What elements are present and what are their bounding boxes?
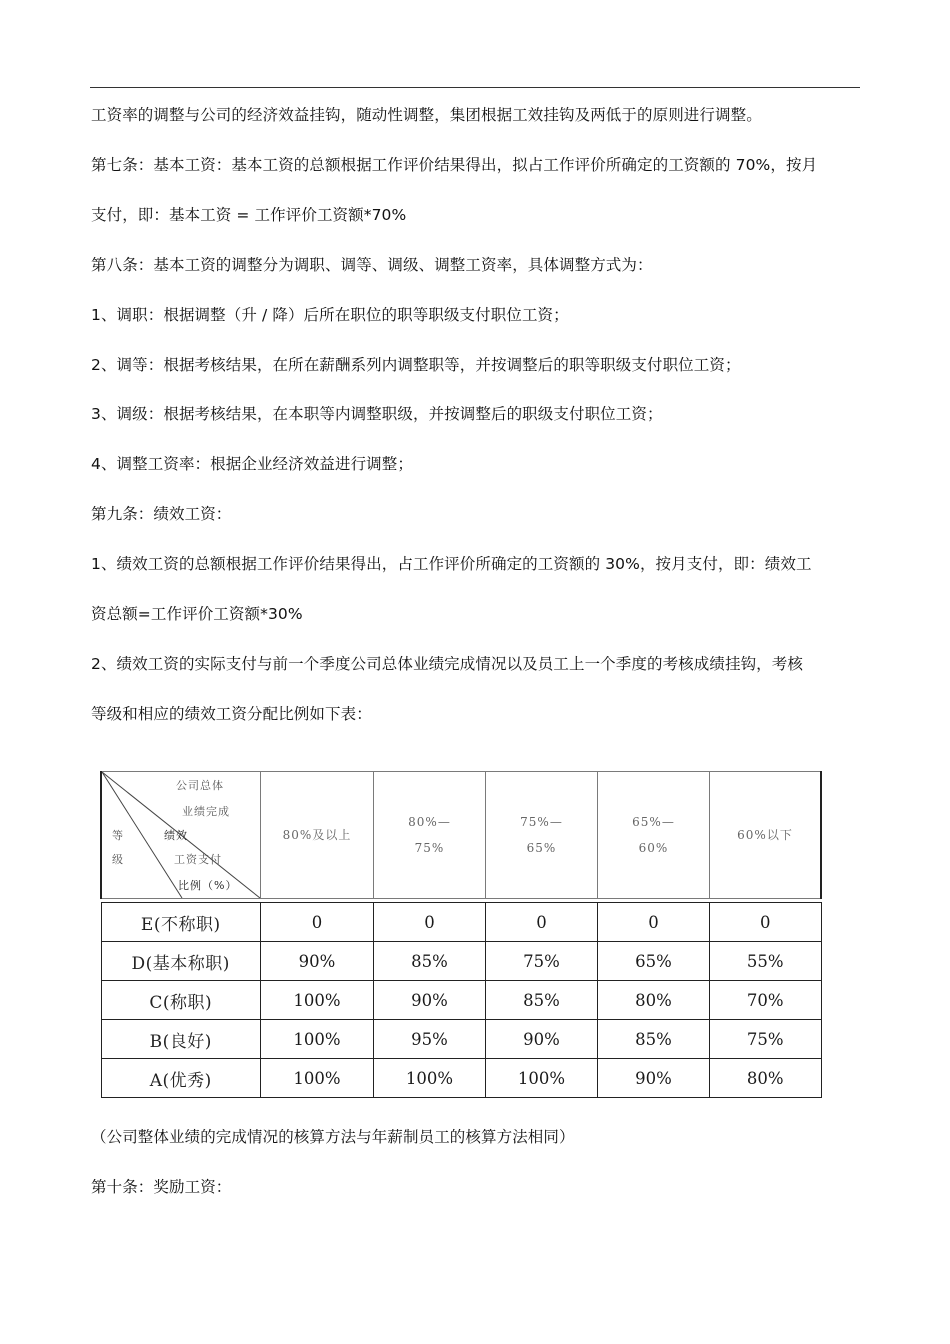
grade-cell: D(基本称职) <box>101 942 261 981</box>
table-row <box>101 1059 821 1098</box>
ratio-cell: 80% <box>710 1059 822 1098</box>
paragraph-line: 工资率的调整与公司的经济效益挂钩，随动性调整，集团根据工效挂钩及两低于的原则进行调整。 <box>91 106 762 124</box>
table-row <box>101 981 821 1020</box>
corner-label-ratio: 比例（%） <box>178 879 238 892</box>
ratio-cell: 100% <box>261 1020 374 1059</box>
corner-label-pay-1: 绩效 <box>164 829 188 842</box>
ratio-cell: 0 <box>486 903 598 942</box>
corner-label-pay-2: 工资支付 <box>174 853 222 866</box>
article-9-item-2-line-1: 2、绩效工资的实际支付与前一个季度公司总体业绩完成情况以及员工上一个季度的考核成绩挂钩，考核 <box>91 655 803 673</box>
column-header: 65%— 60% <box>598 772 710 899</box>
article-9-item-1-line-2: 资总额=工作评价工资额*30% <box>91 605 303 623</box>
grade-cell: C(称职) <box>101 981 261 1020</box>
article-7-line-2: 支付，即：基本工资 = 工作评价工资额*70% <box>91 206 407 224</box>
grade-cell: A(优秀) <box>101 1059 261 1098</box>
ratio-cell: 55% <box>710 942 822 981</box>
ratio-cell: 80% <box>598 981 710 1020</box>
diagonal-corner-cell <box>101 772 261 899</box>
article-8-item-1: 1、调职：根据调整（升 / 降）后所在职位的职等职级支付职位工资； <box>91 306 569 324</box>
ratio-cell: 90% <box>598 1059 710 1098</box>
column-header: 60%以下 <box>710 772 822 899</box>
ratio-cell: 90% <box>486 1020 598 1059</box>
header-rule <box>90 87 860 88</box>
table-note: （公司整体业绩的完成情况的核算方法与年薪制员工的核算方法相同） <box>91 1128 575 1146</box>
corner-label-company-1: 公司总体 <box>176 779 224 792</box>
ratio-cell: 100% <box>486 1059 598 1098</box>
table-header-row <box>101 772 821 899</box>
corner-label-grade-1: 等 <box>112 829 124 842</box>
table-row <box>101 942 821 981</box>
ratio-cell: 75% <box>486 942 598 981</box>
column-header: 80%及以上 <box>261 772 374 899</box>
ratio-cell: 95% <box>374 1020 486 1059</box>
ratio-cell: 100% <box>374 1059 486 1098</box>
ratio-cell: 0 <box>261 903 374 942</box>
table-row <box>101 1020 821 1059</box>
ratio-cell: 90% <box>261 942 374 981</box>
ratio-cell: 85% <box>486 981 598 1020</box>
ratio-cell: 85% <box>598 1020 710 1059</box>
ratio-cell: 100% <box>261 981 374 1020</box>
article-8-title: 第八条：基本工资的调整分为调职、调等、调级、调整工资率，具体调整方式为： <box>91 256 653 274</box>
table-row <box>101 903 821 942</box>
article-7-line-1: 第七条：基本工资：基本工资的总额根据工作评价结果得出，拟占工作评价所确定的工资额的 70%，按月 <box>91 156 818 174</box>
corner-label-company-2: 业绩完成 <box>182 805 230 818</box>
ratio-cell: 0 <box>374 903 486 942</box>
article-9-item-1-line-1: 1、绩效工资的总额根据工作评价结果得出，占工作评价所确定的工资额的 30%，按月支付，即：绩效工 <box>91 555 812 573</box>
grade-ratio-table <box>100 771 822 1098</box>
article-9-item-2-line-2: 等级和相应的绩效工资分配比例如下表： <box>91 705 372 723</box>
ratio-cell: 0 <box>710 903 822 942</box>
article-10-title: 第十条：奖励工资： <box>91 1178 232 1196</box>
ratio-cell: 85% <box>374 942 486 981</box>
ratio-cell: 90% <box>374 981 486 1020</box>
column-header: 75%— 65% <box>486 772 598 899</box>
article-8-item-4: 4、调整工资率：根据企业经济效益进行调整； <box>91 455 413 473</box>
article-8-item-2: 2、调等：根据考核结果，在所在薪酬系列内调整职等，并按调整后的职等职级支付职位工资； <box>91 356 741 374</box>
performance-pay-table <box>100 771 822 1098</box>
corner-label-grade-2: 级 <box>112 853 124 866</box>
ratio-cell: 70% <box>710 981 822 1020</box>
ratio-cell: 100% <box>261 1059 374 1098</box>
ratio-cell: 0 <box>598 903 710 942</box>
grade-cell: E(不称职) <box>101 903 261 942</box>
ratio-cell: 65% <box>598 942 710 981</box>
grade-cell: B(良好) <box>101 1020 261 1059</box>
column-header: 80%— 75% <box>374 772 486 899</box>
article-8-item-3: 3、调级：根据考核结果，在本职等内调整职级，并按调整后的职级支付职位工资； <box>91 405 663 423</box>
article-9-title: 第九条：绩效工资： <box>91 505 232 523</box>
ratio-cell: 75% <box>710 1020 822 1059</box>
